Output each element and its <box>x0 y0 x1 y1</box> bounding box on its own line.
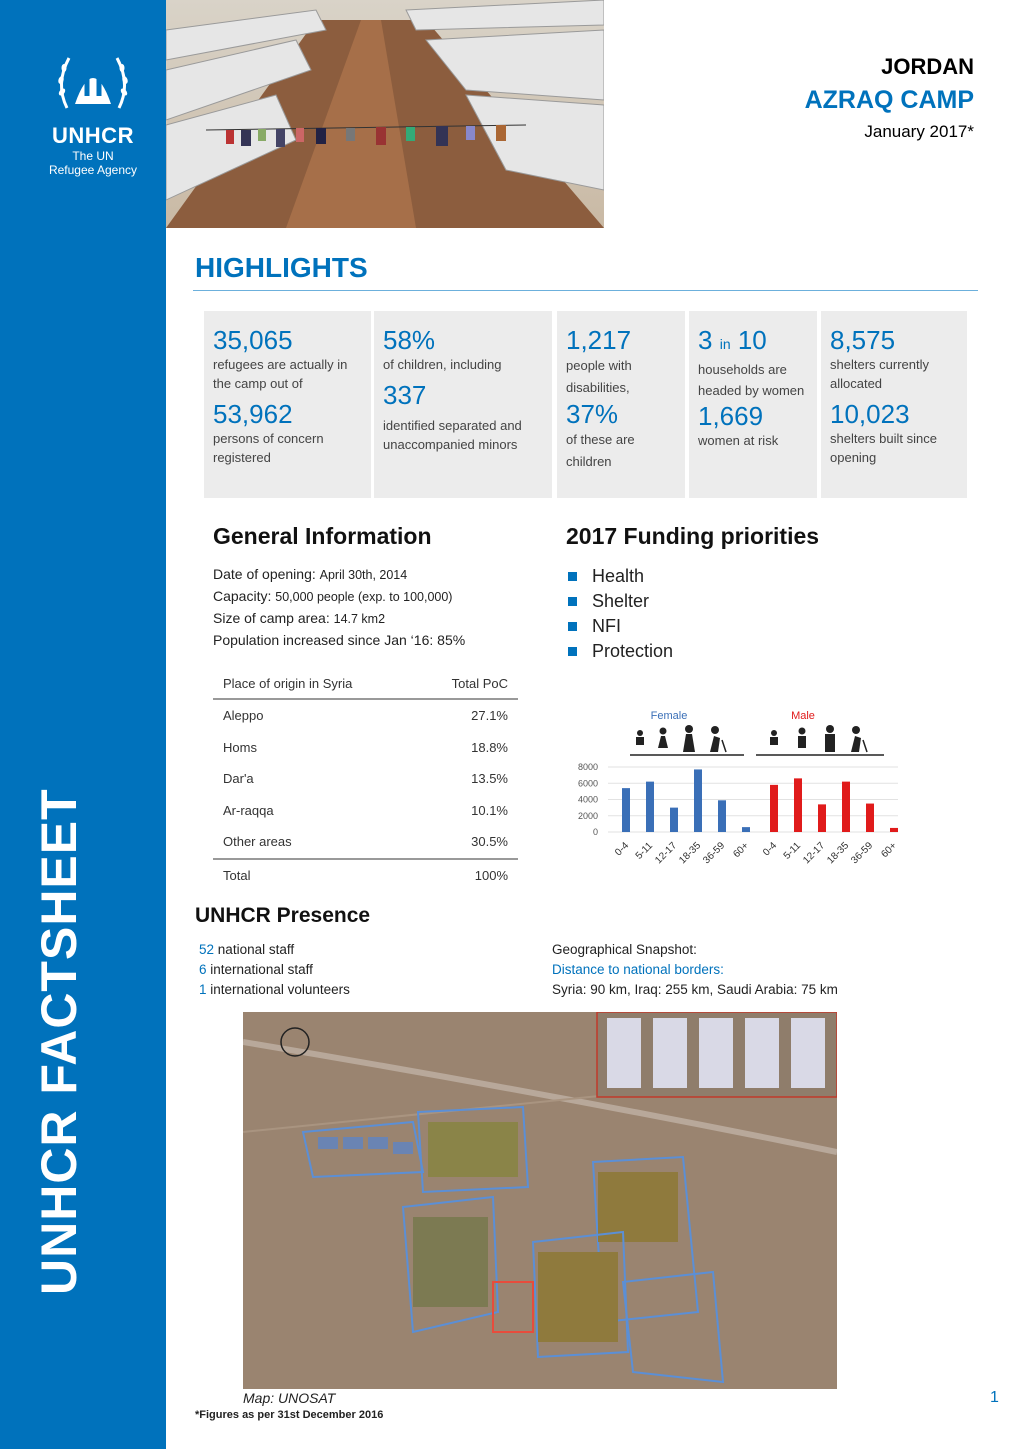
female-figures-icon <box>636 725 726 752</box>
origin-table <box>213 668 518 891</box>
highlight-text: of children, including <box>383 357 502 372</box>
bar-female-18-35 <box>694 769 702 832</box>
map-credit: Map: UNOSAT <box>243 1390 336 1406</box>
column-header-origin: Place of origin in Syria <box>213 668 415 699</box>
legend-female: Female <box>650 710 688 722</box>
bar-female-36-59 <box>718 800 726 832</box>
geo-snapshot <box>552 940 838 1000</box>
info-line-population <box>213 630 533 651</box>
info-line-opening <box>213 564 533 586</box>
x-tick-label: 18-35 <box>677 840 704 867</box>
bar-male-36-59 <box>866 804 874 832</box>
highlight-box-households <box>689 311 817 498</box>
highlight-number: 1,669 <box>698 401 764 431</box>
y-tick-label: 4000 <box>577 794 598 805</box>
presence-heading: UNHCR Presence <box>195 904 371 927</box>
highlight-number: 10,023 <box>830 399 910 429</box>
staff-line <box>199 980 350 1000</box>
unhcr-logo <box>28 48 158 177</box>
highlights-heading: HIGHLIGHTS <box>195 252 368 283</box>
info-label: Date of opening: <box>213 566 316 582</box>
x-axis-ticks <box>613 840 899 866</box>
geo-subtitle: Distance to national borders: <box>552 962 724 977</box>
footnote: *Figures as per 31st December 2016 <box>195 1409 384 1421</box>
general-info-list <box>213 564 533 651</box>
divider <box>193 290 978 291</box>
staff-line <box>199 940 350 960</box>
page-number: 1 <box>990 1389 999 1406</box>
highlight-box-shelters <box>821 311 967 498</box>
highlight-text: persons of concern registered <box>213 431 324 465</box>
bar-female-0-4 <box>622 788 630 832</box>
origin-cell: Other areas <box>223 834 292 850</box>
x-tick-label: 5-11 <box>633 840 656 862</box>
table-row <box>213 699 518 732</box>
x-tick-label: 12-17 <box>801 840 828 867</box>
info-value: 85% <box>437 632 466 648</box>
factsheet-vertical-title: UNHCR FACTSHEET <box>31 788 87 1295</box>
funding-item: Protection <box>568 639 673 664</box>
highlight-box-disabilities <box>557 311 685 498</box>
bar-male-5-11 <box>794 778 802 832</box>
info-value: April 30th, 2014 <box>319 568 408 582</box>
table-row <box>213 826 518 859</box>
info-value: 14.7 km2 <box>333 612 386 626</box>
org-name: UNHCR <box>52 123 134 148</box>
x-tick-label: 36-59 <box>849 840 876 867</box>
funding-item: Shelter <box>568 589 673 614</box>
x-tick-label: 12-17 <box>653 840 680 867</box>
staff-label: international staff <box>210 962 313 977</box>
staff-label: national staff <box>217 942 295 957</box>
highlight-number: 37% <box>566 399 619 429</box>
staff-count: 1 <box>199 982 207 997</box>
geo-distances: Syria: 90 km, Iraq: 255 km, Saudi Arabia: 75 km <box>552 982 838 997</box>
highlight-number: 1,217 <box>566 325 632 355</box>
highlight-text: of these are children <box>566 432 635 469</box>
total-value: 100% <box>415 859 518 892</box>
staff-count: 6 <box>199 962 207 977</box>
bar-female-12-17 <box>670 808 678 832</box>
info-line-area <box>213 608 533 630</box>
info-label: Population increased since Jan ‘16: <box>213 632 434 648</box>
table-row <box>213 732 518 764</box>
x-tick-label: 18-35 <box>825 840 852 867</box>
y-tick-label: 6000 <box>577 778 598 789</box>
staff-line <box>199 960 350 980</box>
staff-count: 52 <box>199 942 215 957</box>
y-tick-label: 2000 <box>577 810 598 821</box>
info-label: Capacity: <box>213 588 272 604</box>
highlight-number: 35,065 <box>213 325 293 355</box>
highlight-text: shelters currently allocated <box>830 357 929 391</box>
info-label: Size of camp area: <box>213 610 330 626</box>
bar-female-60+ <box>742 827 750 832</box>
x-tick-label: 0-4 <box>761 840 780 859</box>
x-tick-label: 0-4 <box>613 840 632 859</box>
highlight-ratio <box>698 325 809 359</box>
y-tick-label: 0 <box>592 827 598 837</box>
total-label: Total <box>213 859 415 892</box>
highlight-text: shelters built since opening <box>830 431 937 465</box>
table-header-row <box>213 668 518 699</box>
origin-cell: Dar'a <box>223 771 254 787</box>
bar-male-18-35 <box>842 782 850 832</box>
highlight-box-refugees <box>204 311 371 498</box>
staff-label: international volunteers <box>210 982 350 997</box>
chart-bars <box>622 769 898 832</box>
tagline-line1: The UN <box>72 149 114 163</box>
column-header-total: Total PoC <box>415 668 518 699</box>
bar-male-60+ <box>890 828 898 832</box>
info-line-capacity <box>213 586 533 608</box>
table-row <box>213 763 518 795</box>
x-tick-label: 5-11 <box>781 840 804 862</box>
funding-item: Health <box>568 564 673 589</box>
geo-title: Geographical Snapshot: <box>552 942 697 957</box>
highlight-number: 10 <box>737 325 767 355</box>
age-sex-chart <box>560 700 900 885</box>
origin-cell: Ar-raqqa <box>223 802 274 818</box>
general-info-heading: General Information <box>213 523 432 549</box>
funding-item: NFI <box>568 614 673 639</box>
x-tick-label: 60+ <box>731 840 752 861</box>
highlight-number: 53,962 <box>213 399 293 429</box>
country-title: JORDAN <box>881 54 974 79</box>
tagline-line2: Refugee Agency <box>48 163 138 177</box>
x-tick-label: 60+ <box>879 840 900 861</box>
info-value: 50,000 people (exp. to 100,000) <box>275 590 453 604</box>
male-figures-icon <box>770 725 867 752</box>
table-total-row <box>213 859 518 892</box>
bar-male-12-17 <box>818 804 826 832</box>
highlight-number: 58% <box>383 325 436 355</box>
bar-female-5-11 <box>646 782 654 832</box>
camp-map <box>243 1012 837 1389</box>
funding-list <box>568 564 673 664</box>
laurel-icon <box>53 48 133 114</box>
highlight-text: households are headed by women <box>698 362 805 398</box>
highlight-number: 8,575 <box>830 325 896 355</box>
origin-cell: Homs <box>223 739 257 755</box>
value-cell: 13.5% <box>471 771 508 787</box>
highlight-text: refugees are actually in the camp out of <box>213 357 348 391</box>
legend-male: Male <box>791 710 815 722</box>
highlight-box-children <box>374 311 552 498</box>
funding-heading: 2017 Funding priorities <box>566 523 820 549</box>
y-axis-ticks <box>578 762 598 837</box>
table-row <box>213 795 518 827</box>
highlight-text: people with disabilities, <box>566 358 632 395</box>
x-tick-label: 36-59 <box>701 840 728 867</box>
value-cell: 10.1% <box>471 802 508 818</box>
camp-photo <box>166 0 604 228</box>
highlight-number: 337 <box>383 380 427 410</box>
highlight-text: women at risk <box>698 433 779 448</box>
bar-male-0-4 <box>770 785 778 832</box>
camp-title: AZRAQ CAMP <box>804 86 974 114</box>
staff-list <box>199 940 350 1000</box>
highlight-text: identified separated and unaccompanied minors <box>383 418 522 452</box>
value-cell: 18.8% <box>471 739 508 755</box>
report-date: January 2017* <box>864 122 974 141</box>
highlight-number: 3 <box>698 325 713 355</box>
value-cell: 30.5% <box>471 834 508 850</box>
origin-cell: Aleppo <box>223 708 264 724</box>
y-tick-label: 8000 <box>577 762 598 772</box>
value-cell: 27.1% <box>471 708 508 724</box>
highlight-in: in <box>719 336 731 352</box>
